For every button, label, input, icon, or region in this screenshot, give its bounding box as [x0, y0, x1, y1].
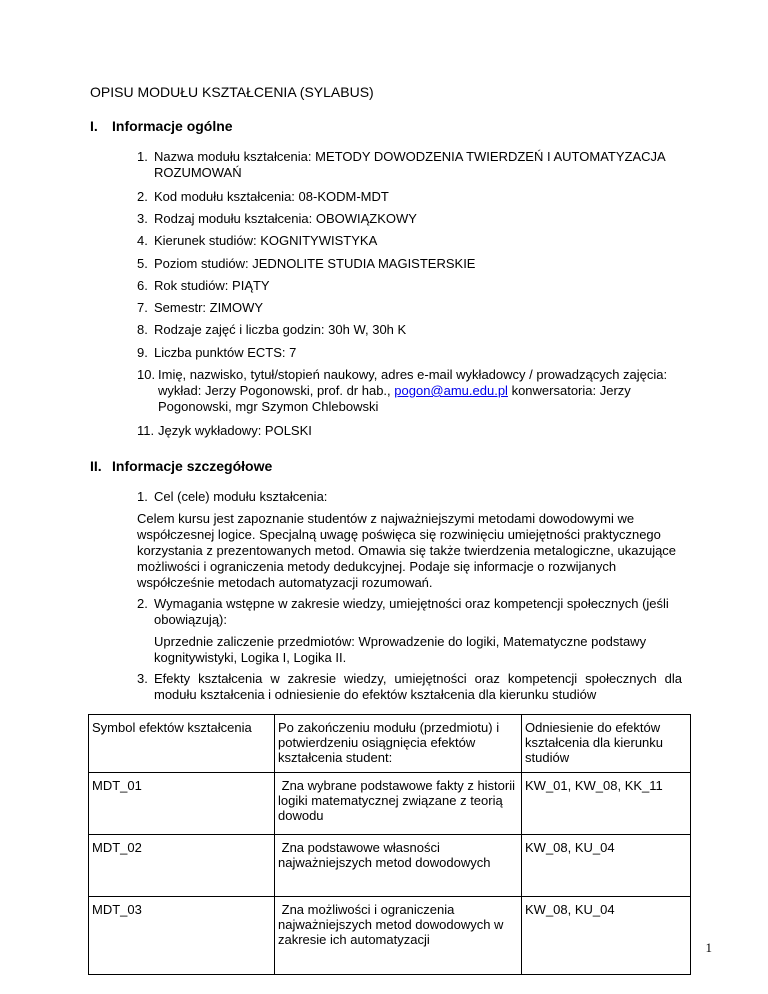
prereq-paragraph: Uprzednie zaliczenie przedmiotów: Wprowadzenie do logiki, Matematyczne podstawy kognitywistyki, Logika I, Logika II. [154, 634, 647, 665]
section-number: I. [90, 118, 98, 134]
list-item: 2. Kod modułu kształcenia: 08-KODM-MDT [137, 189, 389, 204]
table-header-row [89, 715, 691, 773]
table-cell: MDT_01 [89, 773, 275, 835]
table-row [89, 773, 691, 835]
table-row [89, 897, 691, 975]
document-title: OPISU MODUŁU KSZTAŁCENIA (SYLABUS) [90, 84, 374, 100]
section-heading-general [90, 118, 233, 134]
list-item: 4. Kierunek studiów: KOGNITYWISTYKA [137, 233, 378, 248]
list-item: 5. Poziom studiów: JEDNOLITE STUDIA MAGISTERSKIE [137, 256, 476, 271]
list-item: 3. Rodzaj modułu kształcenia: OBOWIĄZKOWY [137, 211, 417, 226]
section-number: II. [90, 458, 102, 474]
table-cell: KW_08, KU_04 [522, 835, 691, 897]
table-cell: MDT_03 [89, 897, 275, 975]
table-cell: Zna możliwości i ograniczenia najważniejszych metod dowodowych w zakresie ich automatyzacji [275, 897, 522, 975]
list-item: 1. Nazwa modułu kształcenia: METODY DOWODZENIA TWIERDZEŃ I AUTOMATYZACJA ROZUMOWAŃ [137, 149, 665, 180]
list-item: 6. Rok studiów: PIĄTY [137, 278, 270, 293]
section-title: Informacje szczegółowe [112, 458, 273, 474]
list-item: 8. Rodzaje zajęć i liczba godzin: 30h W, 30h K [137, 322, 407, 337]
list-item: 3. Efekty kształcenia w zakresie wiedzy, umiejętności oraz kompetencji społecznych dla modułu kształcenia i odniesienie do efektów kształcenia dla kierunku studiów [137, 671, 682, 702]
list-item: 9. Liczba punktów ECTS: 7 [137, 345, 297, 360]
learning-outcomes-table [88, 714, 691, 975]
header-cell: Odniesienie do efektów kształcenia dla kierunku studiów [522, 715, 691, 773]
section-title: Informacje ogólne [112, 118, 233, 134]
section-heading-details [90, 458, 272, 474]
table-row [89, 835, 691, 897]
table-cell: KW_08, KU_04 [522, 897, 691, 975]
header-cell: Po zakończeniu modułu (przedmiotu) i potwierdzeniu osiągnięcia efektów kształcenia student: [275, 715, 522, 773]
lecturer-email-link[interactable]: pogon@amu.edu.pl [394, 383, 508, 398]
table-cell: MDT_02 [89, 835, 275, 897]
header-cell: Symbol efektów kształcenia [89, 715, 275, 773]
table-cell: Zna podstawowe własności najważniejszych metod dowodowych [275, 835, 522, 897]
list-item-lecturer: 10. Imię, nazwisko, tytuł/stopień naukowy, adres e-mail wykładowcy / prowadzących zajęcia: wykład: Jerzy Pogonowski, prof. dr hab., pogon@amu.edu.pl konwersatoria: Jerzy Pogonowski, mgr Szymon Chlebowski [137, 367, 668, 414]
list-item: 1. Cel (cele) modułu kształcenia: [137, 489, 328, 504]
table-cell: Zna wybrane podstawowe fakty z historii logiki matematycznej związane z teorią dowodu [275, 773, 522, 835]
list-item: 2. Wymagania wstępne w zakresie wiedzy, umiejętności oraz kompetencji społecznych (jeśli obowiązują): [137, 596, 669, 627]
table-cell: KW_01, KW_08, KK_11 [522, 773, 691, 835]
page-number: 1 [705, 940, 712, 955]
list-item: 7. Semestr: ZIMOWY [137, 300, 264, 315]
list-item: 11. Język wykładowy: POLSKI [137, 423, 312, 438]
goal-paragraph: Celem kursu jest zapoznanie studentów z najważniejszymi metodami dowodowymi we współczesnej logice. Specjalną uwagę poświęca się rozwinięciu umiejętności praktycznego korzystania z prezentowanych metod. Omawia się także twierdzenia metalogiczne, ukazujące możliwości i ograniczenia metody dedukcyjnej. Podaje się informacje o rozwijanych współcześnie metodach automatyzacji rozumowań. [137, 511, 677, 590]
